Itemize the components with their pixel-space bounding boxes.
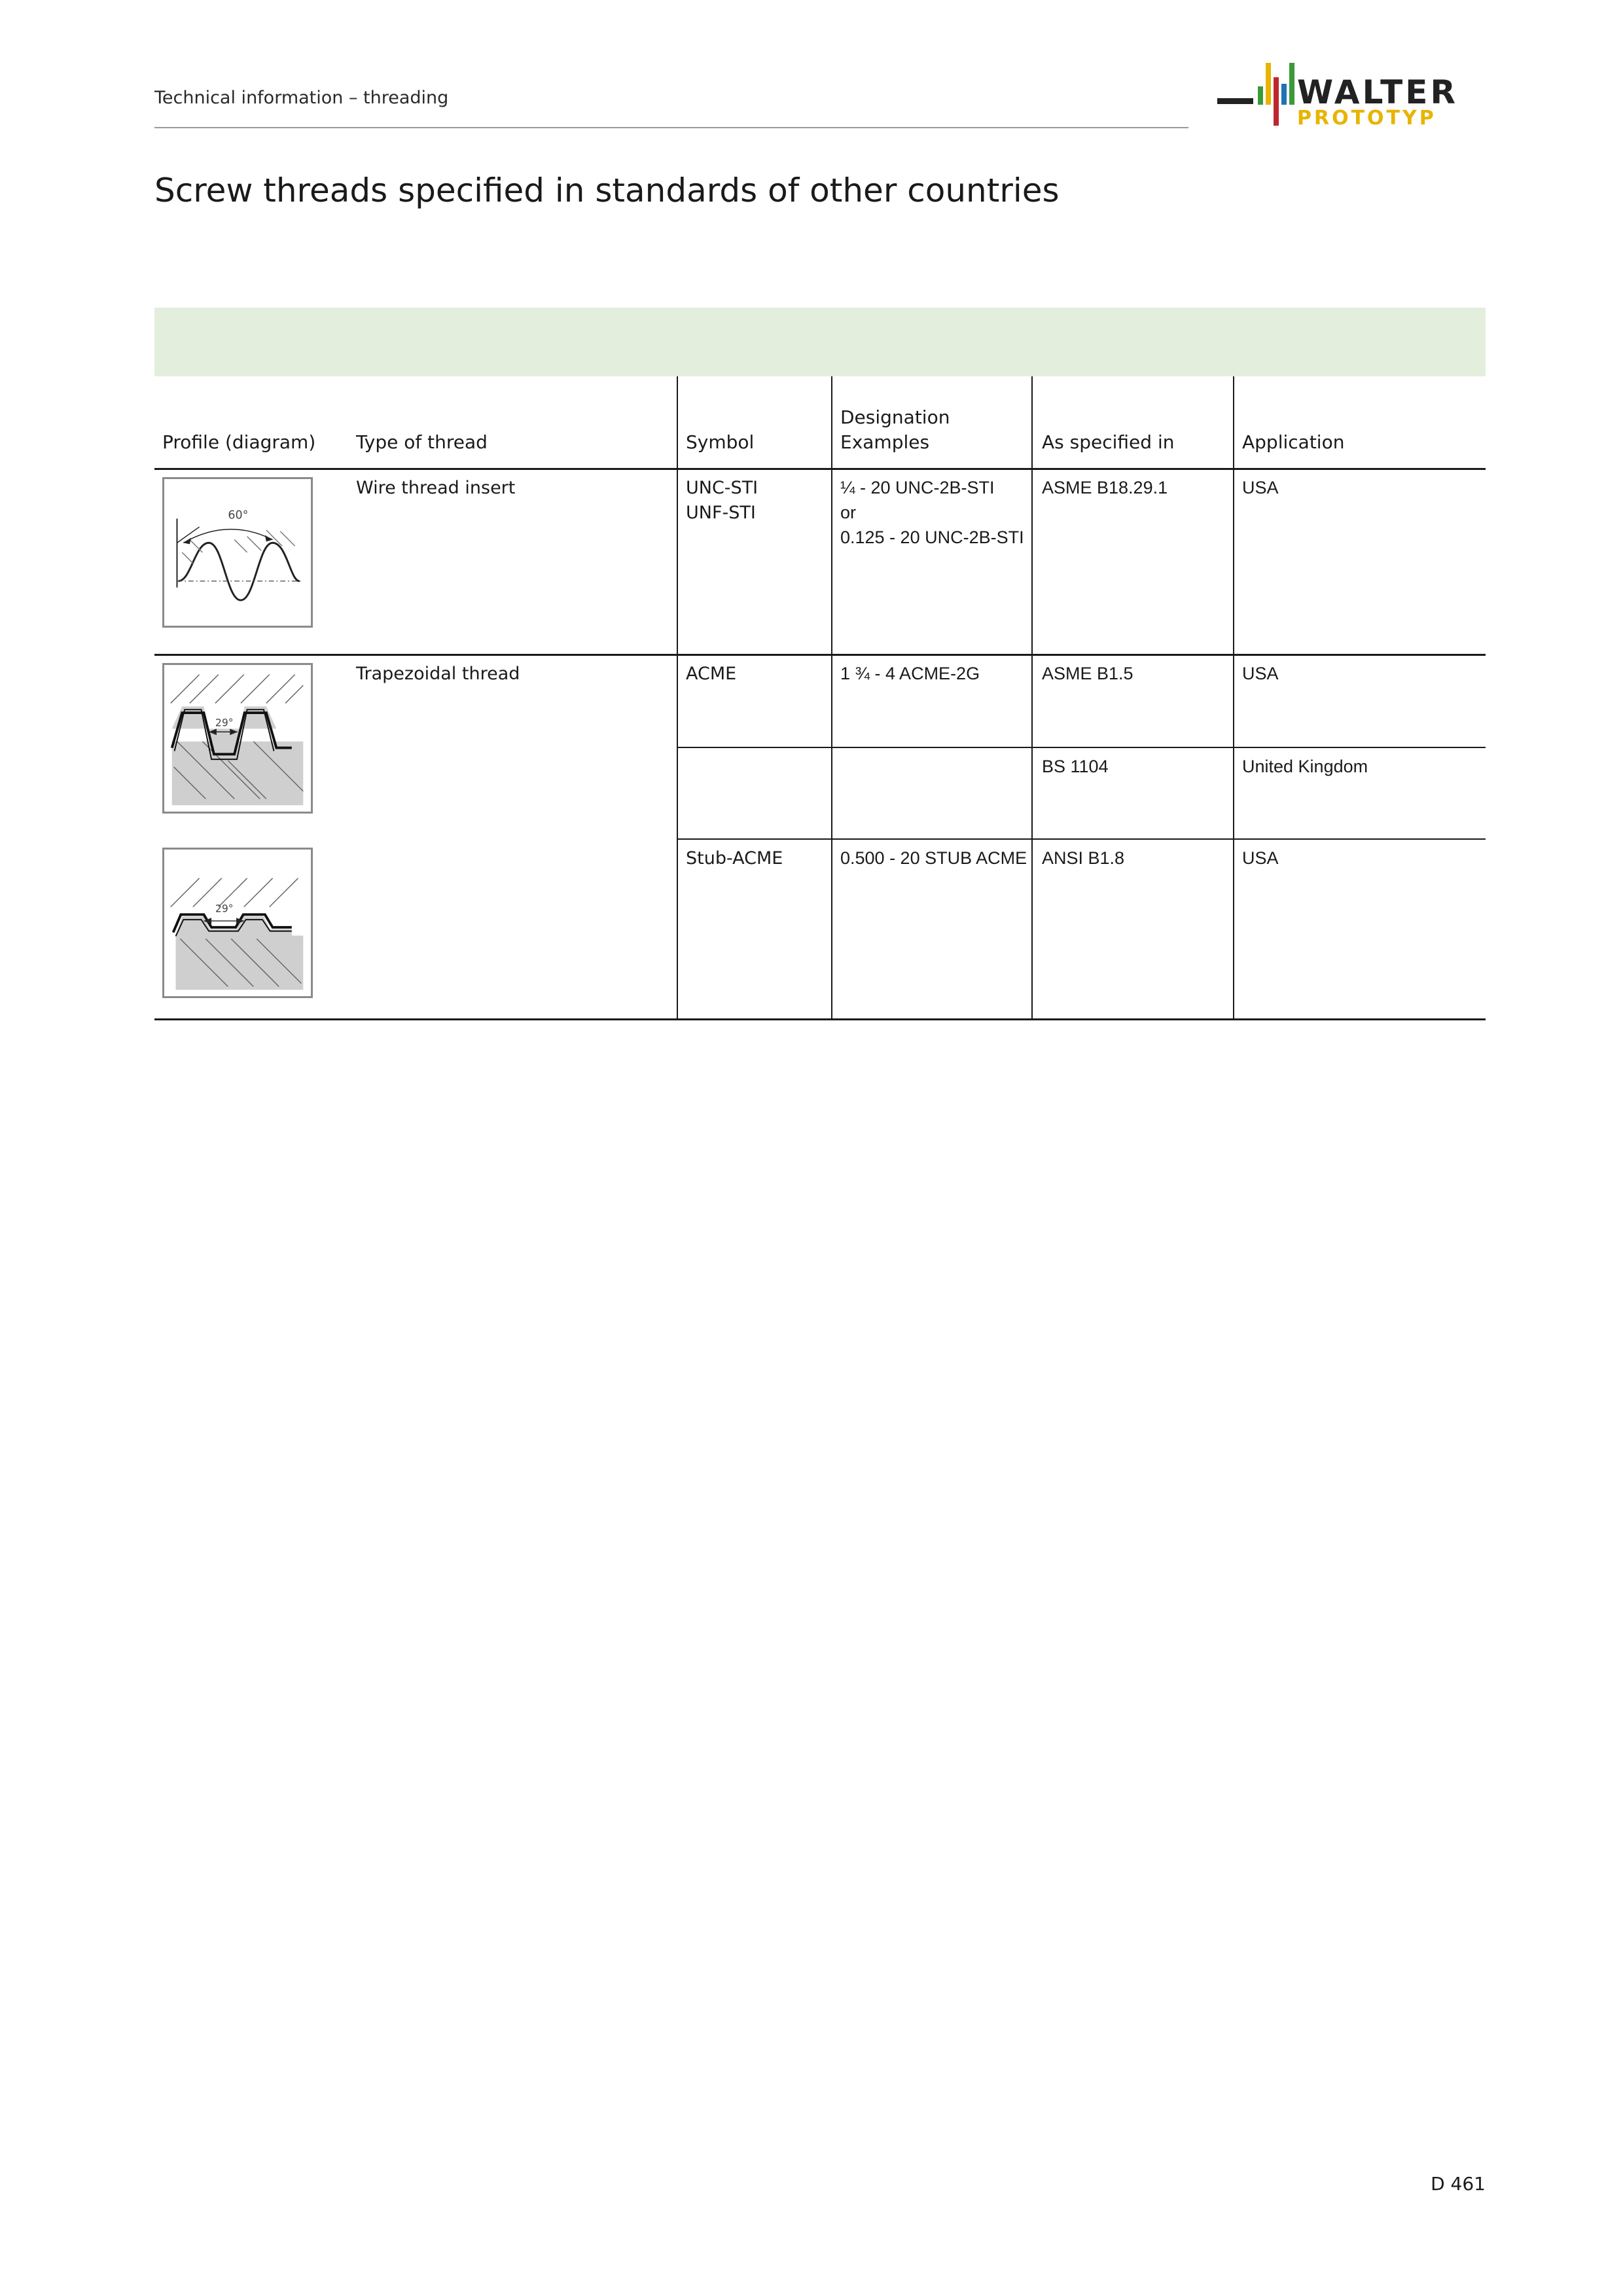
header-designation-2: Examples [840,431,930,453]
header-designation-1: Designation [840,406,950,428]
wire-thread-angle-label: 60° [228,509,249,522]
row3-specified: BS 1104 [1042,757,1109,776]
row2-symbol: ACME [686,664,737,684]
logo-text-prototyp: PROTOTYP [1297,107,1436,130]
row1-application: USA [1242,478,1279,497]
section-label: Technical information – threading [154,88,449,108]
column-divider [1233,376,1234,1019]
row3-application: United Kingdom [1242,757,1368,776]
row1-designation-3: 0.125 - 20 UNC-2B-STI [840,528,1024,547]
header-specified: As specified in [1042,431,1175,453]
acme-thread-profile-diagram [162,663,313,814]
acme-angle-label: 29° [215,717,234,729]
stub-acme-angle-label: 29° [215,903,234,915]
table-header-band [154,308,1486,376]
row-divider [677,747,1486,748]
row2-application: USA [1242,664,1279,683]
header-application: Application [1242,431,1345,453]
row1-designation-1: ¼ - 20 UNC-2B-STI [840,478,995,497]
row1-specified: ASME B18.29.1 [1042,478,1168,497]
row-divider [677,838,1486,840]
header-rule-bottom [154,468,1486,470]
walter-prototyp-logo [1217,60,1486,132]
page-number: D 461 [1431,2173,1486,2195]
row-divider [154,654,1486,656]
table-bottom-rule [154,1018,1486,1020]
row1-symbol-unf: UNF-STI [686,503,756,523]
row1-designation-2: or [840,503,857,522]
row1-symbol-unc: UNC-STI [686,478,758,498]
stub-acme-thread-profile-diagram [162,848,313,998]
column-divider [1031,376,1033,1019]
row2-type: Trapezoidal thread [356,664,520,684]
header-symbol: Symbol [686,431,755,453]
row4-application: USA [1242,848,1279,868]
row4-specified: ANSI B1.8 [1042,848,1125,868]
thread-standards-table [154,376,1486,1020]
header-type: Type of thread [356,431,488,453]
page-title: Screw threads specified in standards of other countries [154,171,1060,209]
row4-designation: 0.500 - 20 STUB ACME [840,848,1027,868]
column-divider [831,376,832,1019]
header-rule [154,127,1188,128]
row2-designation: 1 ¾ - 4 ACME-2G [840,664,980,683]
wire-thread-profile-diagram [162,477,313,628]
row4-symbol: Stub-ACME [686,848,783,869]
row2-specified: ASME B1.5 [1042,664,1133,683]
row1-type: Wire thread insert [356,478,516,498]
column-divider [677,376,678,1019]
logo-text-walter: WALTER [1297,73,1458,111]
header-profile: Profile (diagram) [162,431,316,453]
